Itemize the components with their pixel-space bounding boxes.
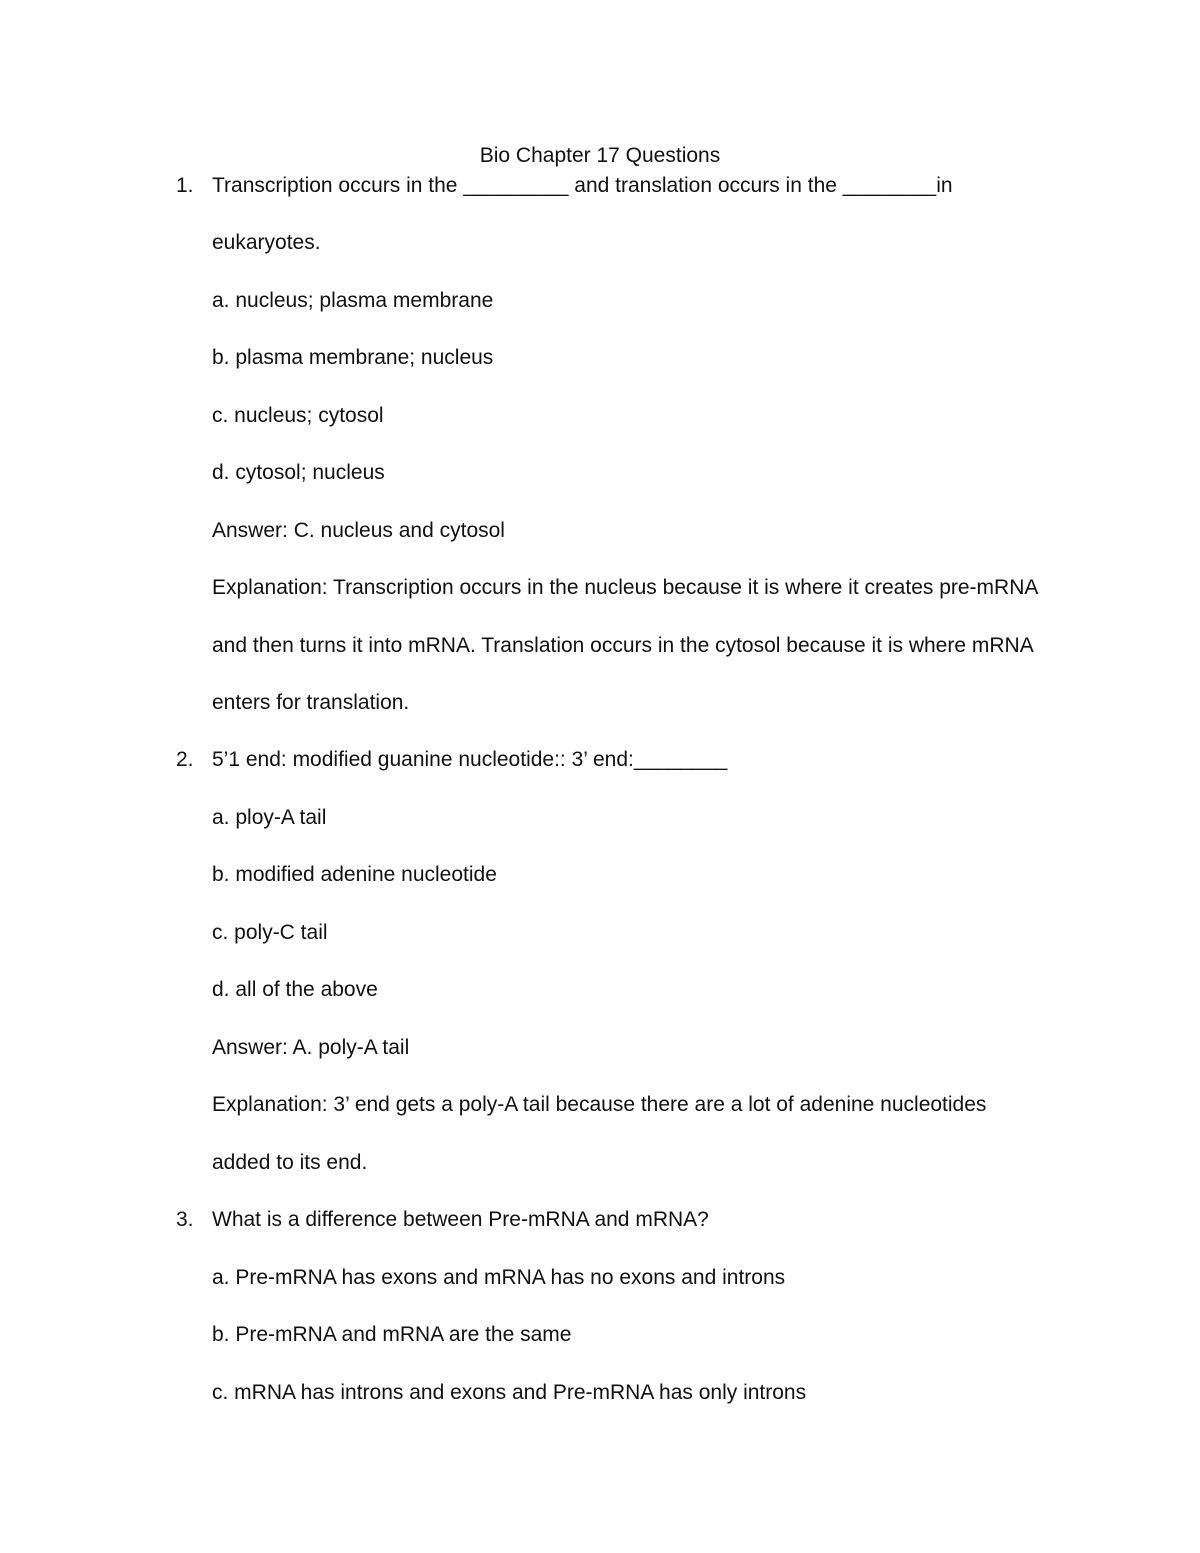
question-1-explanation-line-2: and then turns it into mRNA. Translation occurs in the cytosol because it is where mRNA <box>212 634 1034 657</box>
question-1-option-d: d. cytosol; nucleus <box>212 461 385 484</box>
question-1-option-c: c. nucleus; cytosol <box>212 404 384 427</box>
question-3-number: 3. <box>176 1208 194 1231</box>
document-title: Bio Chapter 17 Questions <box>479 144 721 167</box>
question-2-explanation-line-1: Explanation: 3’ end gets a poly-A tail because there are a lot of adenine nucleotides <box>212 1093 987 1116</box>
question-2-answer: Answer: A. poly-A tail <box>212 1036 410 1059</box>
question-1-option-b: b. plasma membrane; nucleus <box>212 346 494 369</box>
question-3-option-a: a. Pre-mRNA has exons and mRNA has no exons and introns <box>212 1266 786 1289</box>
question-1-explanation-line-1: Explanation: Transcription occurs in the nucleus because it is where it creates pre-mRNA <box>212 576 1039 599</box>
question-2-number: 2. <box>176 748 194 771</box>
question-2-option-c: c. poly-C tail <box>212 921 328 944</box>
question-3-prompt: What is a difference between Pre-mRNA and mRNA? <box>212 1208 709 1231</box>
question-2-option-a: a. ploy-A tail <box>212 806 327 829</box>
question-1-explanation-line-3: enters for translation. <box>212 691 410 714</box>
question-1-prompt-line-1: Transcription occurs in the _________ and translation occurs in the ________in <box>212 174 953 197</box>
question-2-option-d: d. all of the above <box>212 978 378 1001</box>
question-2-prompt: 5’1 end: modified guanine nucleotide:: 3’ end:________ <box>212 748 728 771</box>
question-2-option-b: b. modified adenine nucleotide <box>212 863 497 886</box>
question-1-prompt-line-2: eukaryotes. <box>212 231 321 254</box>
question-1-answer: Answer: C. nucleus and cytosol <box>212 519 505 542</box>
question-1-number: 1. <box>176 174 194 197</box>
question-3-option-c: c. mRNA has introns and exons and Pre-mRNA has only introns <box>212 1381 807 1404</box>
question-1-option-a: a. nucleus; plasma membrane <box>212 289 494 312</box>
question-2-explanation-line-2: added to its end. <box>212 1151 368 1174</box>
question-3-option-b: b. Pre-mRNA and mRNA are the same <box>212 1323 572 1346</box>
